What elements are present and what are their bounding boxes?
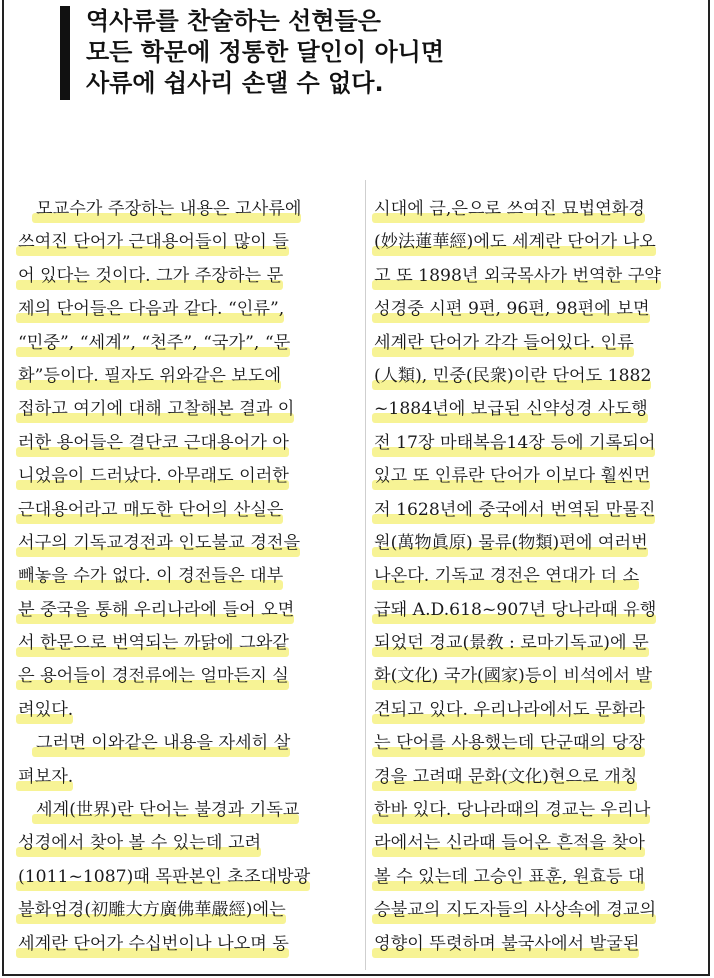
text-line-content: 영향이 뚜렷하며 불국사에서 발굴된 [374,933,640,954]
text-line [18,627,356,660]
text-line [18,594,356,627]
text-line [374,293,696,326]
text-line-content: 펴보자. [18,766,74,787]
text-line [18,560,356,593]
text-line [374,460,696,493]
text-line [18,360,356,393]
left-column [18,193,356,961]
text-line-content: 견되고 있다. 우리나라에서도 문화라 [374,699,645,720]
text-line-content: 제의 단어들은 다음과 같다. “인류”, [18,299,285,320]
text-line [18,527,356,560]
text-line [18,928,356,961]
text-line [374,360,696,393]
text-line [374,260,696,293]
text-line-content: 세계(世界)란 단어는 불경과 기독교 [36,800,300,821]
text-line-content: 성경에서 찾아 볼 수 있는데 고려 [18,833,262,854]
text-line [374,861,696,894]
column-divider [365,180,366,970]
text-line [374,594,696,627]
text-line [374,827,696,860]
text-line [18,193,356,226]
text-line-content: 한바 있다. 당나라때의 경교는 우리나 [374,800,651,821]
text-line [18,260,356,293]
text-line-content: 원(萬物眞原) 물류(物類)편에 여러번 [374,532,648,553]
section-heading [60,6,620,100]
text-line [374,327,696,360]
text-line-content: 저 1628년에 중국에서 번역된 만물진 [374,499,656,520]
text-line [374,894,696,927]
text-line [18,660,356,693]
text-line-content: 고 또 1898년 외국목사가 번역한 구약 [374,265,661,286]
heading-line: 역사류를 찬술하는 선현들은 [86,7,381,35]
text-line-content: 승불교의 지도자들의 사상속에 경교의 [374,900,657,921]
text-line [374,727,696,760]
text-line-content: 서 한문으로 번역되는 까닭에 그와같 [18,633,289,654]
text-line [18,460,356,493]
text-line [374,928,696,961]
text-line-content: 은 용어들이 경전류에는 얼마든지 실 [18,666,289,687]
text-line-content: (人類), 민중(民衆)이란 단어도 1882 [374,365,652,386]
text-line-content: 그러면 이와같은 내용을 자세히 살 [36,733,291,754]
text-line-content: 빼놓을 수가 없다. 이 경전들은 대부 [18,566,284,587]
text-line [374,226,696,259]
text-line [18,894,356,927]
text-line-content: 라에서는 신라때 들어온 흔적을 찾아 [374,833,645,854]
text-line-content: 세계란 단어가 각각 들어있다. 인류 [374,332,634,353]
text-line-content: 경을 고려때 문화(文化)현으로 개칭 [374,766,638,787]
heading-line: 모든 학문에 정통한 달인이 아니면 [86,38,444,66]
text-line [374,794,696,827]
text-line-content: 쓰여진 단어가 근대용어들이 많이 들 [18,232,289,253]
text-line-content: (妙法蓮華經)에도 세계란 단어가 나오 [374,232,656,253]
text-line [18,727,356,760]
text-line-content: 근대용어라고 매도한 단어의 산실은 [18,499,284,520]
text-line [18,327,356,360]
text-line [18,427,356,460]
text-line-content: “민중”, “세계”, “천주”, “국가”, “문 [18,332,291,353]
text-line [18,827,356,860]
text-line [18,293,356,326]
text-line-content: 화(文化) 국가(國家)등이 비석에서 발 [374,666,652,687]
text-line [18,761,356,794]
text-line [374,393,696,426]
heading-text [86,6,444,99]
text-line-content: 있고 또 인류란 단어가 이보다 훨씬먼 [374,466,651,487]
text-line [18,861,356,894]
text-line-content: 성경중 시편 9편, 96편, 98편에 보면 [374,299,650,320]
text-line [374,694,696,727]
text-line [374,494,696,527]
text-line-content: 러한 용어들은 결단코 근대용어가 아 [18,432,289,453]
text-line-content: 는 단어를 사용했는데 단군때의 당장 [374,733,645,754]
text-line [374,427,696,460]
text-line [374,660,696,693]
right-column [374,193,696,961]
text-line [374,627,696,660]
text-line-content: 볼 수 있는데 고승인 표훈, 원효등 대 [374,866,645,887]
text-line-content: 나온다. 기독교 경전은 연대가 더 소 [374,566,640,587]
text-line-content: 화”등이다. 필자도 위와같은 보도에 [18,365,282,386]
text-line-content: 어 있다는 것이다. 그가 주장하는 문 [18,265,284,286]
heading-bar [60,6,70,100]
text-line-content: 되었던 경교(景敎 : 로마기독교)에 문 [374,633,649,654]
text-line-content: 모교수가 주장하는 내용은 고사류에 [36,199,302,219]
text-line-content: 니었음이 드러났다. 아무래도 이러한 [18,466,289,487]
text-line-content: (1011~1087)때 목판본인 초조대방광 [18,866,311,887]
text-line [374,527,696,560]
heading-line: 사류에 쉽사리 손댈 수 없다. [86,69,384,97]
text-line [18,393,356,426]
text-line-content: ~1884년에 보급된 신약성경 사도행 [374,399,648,420]
text-line [18,226,356,259]
text-line-content: 접하고 여기에 대해 고찰해본 결과 이 [18,399,295,420]
text-line [18,694,356,727]
text-line [374,761,696,794]
text-line [374,193,696,226]
text-line [18,794,356,827]
text-line-content: 불화엄경(初雕大方廣佛華嚴經)에는 [18,900,286,921]
text-line [374,560,696,593]
text-line-content: 시대에 금,은으로 쓰여진 묘법연화경 [374,199,645,219]
text-line-content: 급돼 A.D.618~907년 당나라때 유행 [374,599,657,620]
text-line-content: 세계란 단어가 수십번이나 나오며 동 [18,933,289,954]
text-line [18,494,356,527]
text-line-content: 려있다. [18,699,74,720]
text-line-content: 전 17장 마태복음14장 등에 기록되어 [374,432,656,453]
text-line-content: 분 중국을 통해 우리나라에 들어 오면 [18,599,295,620]
text-line-content: 서구의 기독교경전과 인도불교 경전을 [18,532,301,553]
